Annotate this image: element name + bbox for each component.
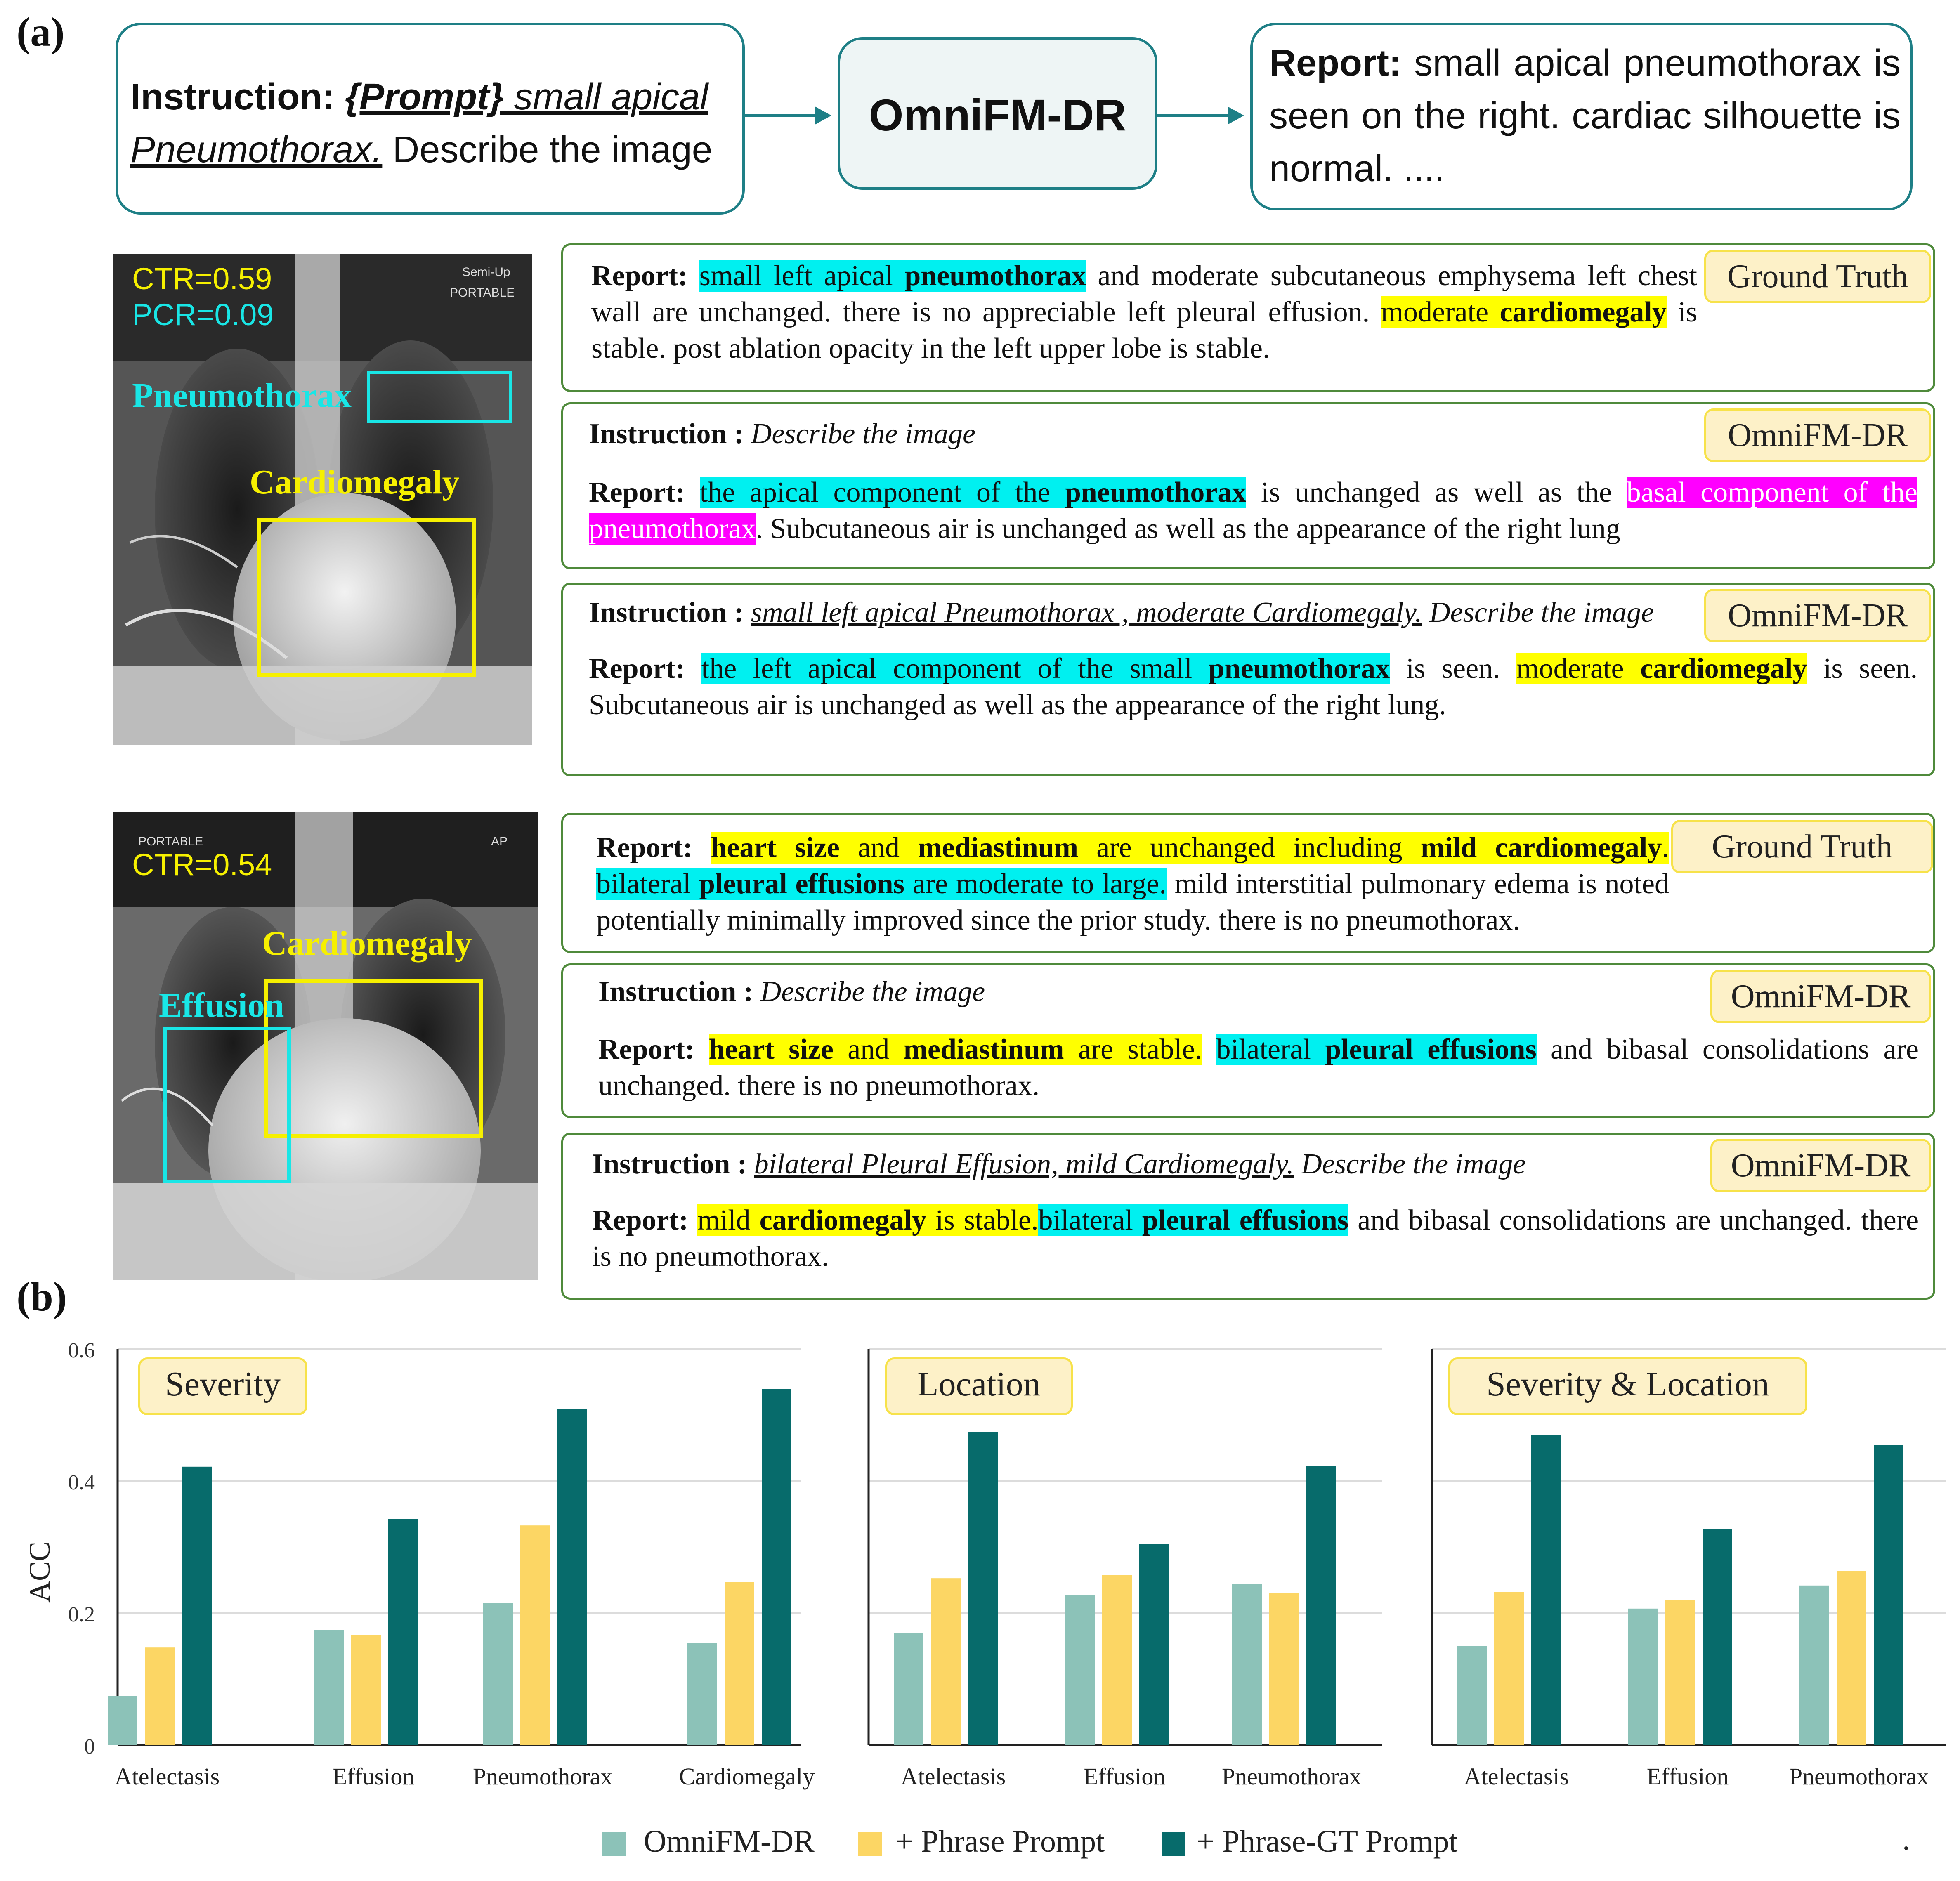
gt2-hl-3: mediastinum bbox=[918, 832, 1079, 864]
x-tick-label: Pneumothorax bbox=[1789, 1763, 1929, 1790]
p21-hl-1: heart size bbox=[708, 1034, 834, 1065]
bar-atelectasis-series-1 bbox=[1494, 1592, 1524, 1745]
pneumothorax-label: Pneumothorax bbox=[132, 376, 352, 415]
cardiomegaly-bbox-1 bbox=[257, 518, 476, 677]
xray-1-corner-2: PORTABLE bbox=[450, 286, 515, 300]
instruction-phrase-2: Pneumothorax. bbox=[130, 129, 383, 170]
report-label: Report: bbox=[589, 653, 685, 684]
case2-pred2-report bbox=[592, 1202, 1919, 1275]
legend bbox=[602, 1824, 1551, 1873]
report-output bbox=[1269, 37, 1901, 195]
case1-gt-report bbox=[591, 258, 1697, 367]
x-tick-label: Atelectasis bbox=[114, 1763, 220, 1790]
bar-pneumothorax-series-0 bbox=[1799, 1586, 1829, 1745]
flow-arrow-1 bbox=[745, 114, 819, 117]
bar-effusion-series-0 bbox=[314, 1630, 344, 1745]
omnifm-tag-2: OmniFM-DR bbox=[1704, 589, 1931, 642]
gt2-hl-9: are moderate to large. bbox=[904, 868, 1167, 900]
p11-text-1: is unchanged as well as the bbox=[1246, 477, 1627, 508]
report-text: small apical pneumothorax is seen on the right. cardiac silhouette is normal. .... bbox=[1269, 42, 1901, 189]
legend-swatch-phrase bbox=[858, 1832, 882, 1856]
report-label: Report: bbox=[591, 260, 688, 292]
instruction-rest: Describe the image bbox=[1422, 597, 1654, 628]
legend-swatch-phrase-gt bbox=[1162, 1832, 1185, 1856]
p12-hl-3: moderate bbox=[1516, 653, 1641, 684]
case1-pred1-instruction bbox=[589, 416, 1682, 452]
instruction-text: Describe the image bbox=[760, 976, 985, 1008]
ctr-value-2: CTR=0.54 bbox=[132, 847, 272, 882]
bar-effusion-series-1 bbox=[1665, 1600, 1695, 1745]
flow-arrow-2-head bbox=[1228, 106, 1244, 125]
instruction-label: Instruction : bbox=[589, 597, 751, 628]
bar-atelectasis-series-2 bbox=[1531, 1435, 1561, 1745]
omnifm-tag-1: OmniFM-DR bbox=[1704, 408, 1931, 462]
instruction-prompt: bilateral Pleural Effusion, mild Cardiomegaly. bbox=[754, 1148, 1294, 1180]
x-tick-label: Effusion bbox=[332, 1763, 415, 1790]
x-tick-label: Cardiomegaly bbox=[679, 1763, 815, 1790]
instruction-prompt: {Prompt} bbox=[345, 76, 504, 118]
report-label: Report: bbox=[589, 477, 685, 508]
bar-effusion-series-2 bbox=[1139, 1544, 1169, 1745]
p21-hl-2: and bbox=[833, 1034, 904, 1065]
instruction-label: Instruction : bbox=[589, 418, 751, 450]
case2-gt-box bbox=[561, 813, 1935, 953]
legend-label-phrase-gt: + Phrase-GT Prompt bbox=[1197, 1824, 1458, 1859]
instruction-box bbox=[116, 23, 745, 215]
gt1-text-1: and moderate subcutaneous emphysema left chest wall are unchanged. there is no appreciable left pleural effusion. bbox=[591, 260, 1698, 328]
bar-effusion-series-1 bbox=[351, 1635, 381, 1745]
case2-pred2-instruction bbox=[592, 1146, 1706, 1182]
pcr-value-1: PCR=0.09 bbox=[132, 297, 274, 332]
xray-case-1 bbox=[113, 254, 532, 745]
omnifm-tag-4: OmniFM-DR bbox=[1710, 1139, 1931, 1192]
panel-label-a: (a) bbox=[17, 9, 65, 55]
report-label: Report: bbox=[1269, 42, 1401, 84]
instruction-rest: Describe the image bbox=[1294, 1148, 1526, 1180]
x-tick-label: Pneumothorax bbox=[1221, 1763, 1362, 1790]
y-tick-label: 0 bbox=[84, 1735, 95, 1758]
case2-pred1-box bbox=[561, 963, 1935, 1118]
instruction-rest: Describe the image bbox=[382, 129, 713, 170]
p11-hl-2: pneumothorax bbox=[1065, 477, 1247, 508]
gt2-hl-7: bilateral bbox=[596, 868, 699, 900]
instruction-text bbox=[130, 71, 737, 176]
flow-arrow-1-head bbox=[815, 106, 831, 125]
p11-hl-1: the apical component of the bbox=[699, 477, 1065, 508]
x-tick-label: Atelectasis bbox=[1464, 1763, 1569, 1790]
bar-atelectasis-series-0 bbox=[1457, 1646, 1487, 1745]
bar-pneumothorax-series-1 bbox=[520, 1525, 550, 1745]
gt2-hl-4: are unchanged including bbox=[1078, 832, 1421, 864]
bar-atelectasis-series-1 bbox=[145, 1647, 175, 1745]
report-label: Report: bbox=[598, 1034, 695, 1065]
case2-pred1-instruction bbox=[598, 974, 1671, 1010]
xray-case-2 bbox=[113, 812, 538, 1280]
xray-1-corner-1: Semi-Up bbox=[462, 265, 510, 279]
effusion-label: Effusion bbox=[159, 986, 284, 1024]
x-tick-label: Effusion bbox=[1083, 1763, 1166, 1790]
y-tick-label: 0.4 bbox=[68, 1471, 95, 1494]
bar-cardiomegaly-series-2 bbox=[762, 1389, 791, 1745]
instruction-label: Instruction : bbox=[592, 1148, 754, 1180]
model-box bbox=[838, 37, 1157, 190]
gt1-hl-3: moderate bbox=[1381, 296, 1500, 328]
panel-label-b: (b) bbox=[17, 1274, 67, 1319]
gt2-text-1: mild interstitial pulmonary edema is noted potentially minimally improved since the prior study. there is no pneumothorax. bbox=[596, 868, 1670, 936]
model-name: OmniFM-DR bbox=[869, 90, 1126, 140]
report-label: Report: bbox=[596, 832, 693, 864]
p22-hl-1: mild bbox=[697, 1204, 760, 1236]
bar-effusion-series-2 bbox=[1703, 1529, 1732, 1745]
bar-cardiomegaly-series-0 bbox=[687, 1643, 717, 1745]
bar-atelectasis-series-1 bbox=[931, 1578, 961, 1745]
cardiomegaly-label-2: Cardiomegaly bbox=[262, 924, 472, 963]
omnifm-tag-3: OmniFM-DR bbox=[1710, 970, 1931, 1023]
xray-2-corner-2: AP bbox=[491, 835, 508, 848]
case1-pred2-box bbox=[561, 583, 1935, 776]
p22-hl-4: bilateral bbox=[1038, 1204, 1142, 1236]
p11-hl-3: basal component of the pneumothorax bbox=[589, 477, 1917, 545]
p22-text-1: and bibasal consolidations are unchanged. there is no pneumothorax. bbox=[592, 1204, 1919, 1272]
gt1-hl-1: small left apical bbox=[699, 260, 905, 292]
bar-pneumothorax-series-1 bbox=[1269, 1593, 1299, 1745]
instruction-phrase-1: small apical bbox=[504, 76, 708, 118]
p21-text-1: and bibasal consolidations are unchanged. there is no pneumothorax. bbox=[598, 1034, 1919, 1102]
x-tick-label: Effusion bbox=[1646, 1763, 1729, 1790]
p21-hl-6: pleural effusions bbox=[1325, 1034, 1537, 1065]
bar-atelectasis-series-2 bbox=[182, 1467, 212, 1745]
bar-pneumothorax-series-0 bbox=[483, 1603, 513, 1745]
x-tick-label: Pneumothorax bbox=[472, 1763, 613, 1790]
trailing-mark: . bbox=[1902, 1822, 1910, 1857]
instruction-label: Instruction: bbox=[130, 76, 335, 118]
p21-hl-3: mediastinum bbox=[903, 1034, 1064, 1065]
gt2-hl-2: and bbox=[839, 832, 918, 864]
chart-title-severity-location: Severity & Location bbox=[1448, 1357, 1807, 1415]
cardiomegaly-label-1: Cardiomegaly bbox=[250, 463, 460, 501]
bar-pneumothorax-series-0 bbox=[1232, 1584, 1262, 1745]
y-tick-label: 0.2 bbox=[68, 1603, 95, 1626]
xray-2-corner-1: PORTABLE bbox=[138, 835, 203, 848]
gt2-hl-5: mild cardiomegaly bbox=[1420, 832, 1662, 864]
ground-truth-tag-1: Ground Truth bbox=[1704, 250, 1931, 303]
gt1-hl-4: cardiomegaly bbox=[1500, 296, 1667, 328]
p22-hl-5: pleural effusions bbox=[1142, 1204, 1349, 1236]
p12-hl-1: the left apical component of the small bbox=[701, 653, 1209, 684]
instruction-label: Instruction : bbox=[598, 976, 760, 1008]
p21-hl-5: bilateral bbox=[1216, 1034, 1325, 1065]
case2-gt-report bbox=[596, 830, 1669, 939]
ground-truth-tag-2: Ground Truth bbox=[1671, 820, 1933, 873]
effusion-bbox bbox=[163, 1027, 291, 1183]
cardiomegaly-bbox-2 bbox=[264, 979, 483, 1138]
gt1-text-2: is stable. post ablation opacity in the left upper lobe is stable. bbox=[591, 296, 1697, 364]
p12-text-1: is seen. bbox=[1390, 653, 1517, 684]
case2-pred2-box bbox=[561, 1133, 1935, 1300]
case1-pred1-box bbox=[561, 402, 1935, 569]
p12-text-2: is seen. Subcutaneous air is unchanged as well as the appearance of the right lung. bbox=[589, 653, 1918, 721]
bar-effusion-series-1 bbox=[1102, 1575, 1132, 1745]
gt2-hl-1: heart size bbox=[711, 832, 840, 864]
bar-atelectasis-series-2 bbox=[968, 1432, 998, 1745]
y-tick-label: 0.6 bbox=[68, 1339, 95, 1362]
report-box bbox=[1250, 23, 1913, 210]
legend-label-omnifm: OmniFM-DR bbox=[644, 1824, 815, 1859]
legend-label-phrase: + Phrase Prompt bbox=[895, 1824, 1105, 1859]
bar-effusion-series-0 bbox=[1628, 1609, 1658, 1745]
bar-effusion-series-0 bbox=[1065, 1595, 1095, 1745]
bar-pneumothorax-series-2 bbox=[1306, 1466, 1336, 1745]
gt2-hl-8: pleural effusions bbox=[699, 868, 904, 900]
p11-text-2: . Subcutaneous air is unchanged as well as the appearance of the right lung bbox=[756, 513, 1620, 545]
x-tick-label: Atelectasis bbox=[900, 1763, 1006, 1790]
case1-gt-box bbox=[561, 243, 1935, 392]
bar-cardiomegaly-series-1 bbox=[725, 1582, 754, 1745]
ctr-value-1: CTR=0.59 bbox=[132, 262, 272, 296]
p12-hl-4: cardiomegaly bbox=[1640, 653, 1807, 684]
case1-pred2-instruction bbox=[589, 595, 1703, 631]
pneumothorax-bbox bbox=[367, 371, 512, 423]
chart-title-location: Location bbox=[885, 1357, 1073, 1415]
case1-pred2-report bbox=[589, 651, 1917, 723]
p21-hl-4: are stable. bbox=[1064, 1034, 1202, 1065]
bar-atelectasis-series-0 bbox=[108, 1696, 137, 1745]
p22-hl-2: cardiomegaly bbox=[759, 1204, 926, 1236]
case2-pred1-report bbox=[598, 1031, 1919, 1104]
chart-title-severity: Severity bbox=[138, 1357, 307, 1415]
legend-swatch-omnifm bbox=[602, 1832, 626, 1856]
bar-atelectasis-series-0 bbox=[894, 1633, 923, 1745]
bar-effusion-series-2 bbox=[388, 1519, 418, 1745]
bar-pneumothorax-series-2 bbox=[557, 1409, 587, 1745]
gt1-hl-2: pneumothorax bbox=[904, 260, 1086, 292]
gt2-hl-6: . bbox=[1662, 832, 1670, 864]
instruction-prompt: small left apical Pneumothorax , moderate Cardiomegaly. bbox=[751, 597, 1422, 628]
flow-arrow-2 bbox=[1157, 114, 1232, 117]
case1-pred1-report bbox=[589, 474, 1917, 547]
report-label: Report: bbox=[592, 1204, 689, 1236]
bar-pneumothorax-series-1 bbox=[1837, 1571, 1866, 1745]
bar-pneumothorax-series-2 bbox=[1874, 1445, 1903, 1745]
y-axis-label: ACC bbox=[23, 1541, 56, 1603]
p22-hl-3: is stable. bbox=[926, 1204, 1039, 1236]
instruction-text: Describe the image bbox=[751, 418, 976, 450]
p12-hl-2: pneumothorax bbox=[1208, 653, 1390, 684]
